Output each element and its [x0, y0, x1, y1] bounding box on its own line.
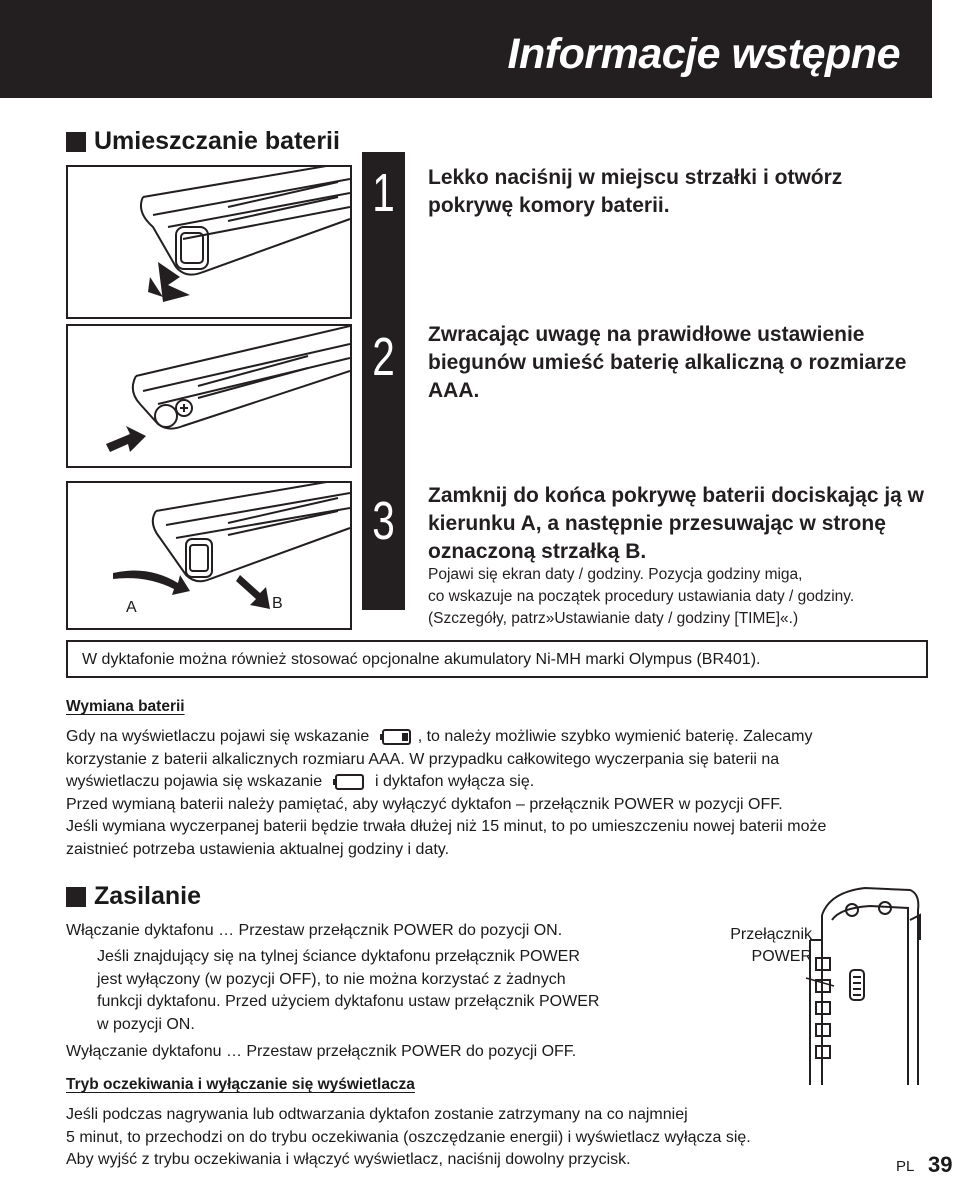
standby-line: 5 minut, to przechodzi on do trybu oczekiwania (oszczędzanie energii) i wyświetlacz wyłącza się.: [66, 1128, 751, 1146]
replace-section-body: [66, 726, 936, 861]
figure-label-a: A: [126, 599, 137, 616]
step-3-note-line: (Szczegóły, patrz»Ustawianie daty / godziny [TIME]«.): [428, 610, 799, 627]
replace-line-2: korzystanie z baterii alkalicznych rozmiaru AAA. W przypadku całkowitego wyczerpania się baterii na: [66, 750, 780, 768]
power-off-line: Wyłączanie dyktafonu … Przestaw przełącznik POWER do pozycji OFF.: [66, 1043, 577, 1060]
figure-step-3: [66, 481, 352, 630]
page-number: 39: [928, 1152, 953, 1177]
step-number-3: 3: [372, 491, 395, 551]
step-1-text: Lekko naciśnij w miejscu strzałki i otwórz pokrywę komory baterii.: [428, 166, 843, 217]
replace-line-5: Jeśli wymiana wyczerpanej baterii będzie trwała dłużej niż 15 minut, to po umieszczeniu nowej baterii może: [66, 818, 827, 835]
figure-label-b: B: [272, 595, 283, 612]
power-on-line: Włączanie dyktafonu … Przestaw przełącznik POWER do pozycji ON.: [66, 922, 563, 939]
replace-line-3-post: i dyktafon wyłącza się.: [375, 773, 535, 790]
replace-line-1-pre: Gdy na wyświetlaczu pojawi się wskazanie: [66, 728, 370, 745]
power-note-line: Jeśli znajdujący się na tylnej ściance dyktafonu przełącznik POWER: [97, 948, 580, 965]
step-3-text: Zamknij do końca pokrywę baterii dociskając ją w kierunku A, a następnie przesuwając w stronę oznaczoną strzałką B.: [428, 484, 925, 563]
step-3-note-line: Pojawi się ekran daty / godziny. Pozycja godziny miga,: [428, 566, 803, 583]
replace-line-1: [66, 726, 936, 749]
section-square-icon: [66, 132, 86, 152]
recorder-back-illustration: [770, 880, 930, 1085]
replace-line-3-pre: wyświetlaczu pojawia się wskazanie: [66, 773, 323, 790]
battery-section-title: [66, 127, 340, 156]
battery-section-title-text: Umieszczanie baterii: [94, 127, 340, 155]
info-box: W dyktafonie można również stosować opcjonalne akumulatory Ni-MH marki Olympus (BR401).: [66, 640, 928, 678]
step-number-bar: [362, 152, 405, 610]
step-2-text: Zwracając uwagę na prawidłowe ustawienie biegunów umieść baterię alkaliczną o rozmiarze AAA.: [428, 323, 907, 402]
replace-line-4: Przed wymianą baterii należy pamiętać, aby wyłączyć dyktafon – przełącznik POWER w pozycji OFF.: [66, 795, 783, 813]
power-section-title: [66, 882, 201, 911]
power-note: [97, 946, 697, 1036]
standby-line: Jeśli podczas nagrywania lub odtwarzania dyktafon zostanie zatrzymany na co najmniej: [66, 1106, 688, 1123]
step-number-2: 2: [372, 327, 395, 387]
power-switch-label-line-1: Przełącznik: [730, 926, 812, 943]
step-number-1: 1: [372, 163, 395, 223]
close-cover-illustration: [68, 483, 350, 628]
step-3-note: [428, 564, 928, 630]
replace-line-1-post: , to należy możliwie szybko wymienić baterię. Zalecamy: [417, 728, 813, 745]
standby-line: Aby wyjść z trybu oczekiwania i włączyć wyświetlacz, naciśnij dowolny przycisk.: [66, 1151, 631, 1168]
replace-line-3: [66, 771, 936, 794]
battery-low-icon: [380, 729, 412, 745]
power-note-line: w pozycji ON.: [97, 1015, 195, 1033]
replace-line-6: zaistnieć potrzeba ustawienia aktualnej godziny i daty.: [66, 840, 450, 858]
battery-empty-icon: [333, 774, 365, 790]
power-section-title-text: Zasilanie: [94, 882, 201, 910]
section-square-icon: [66, 887, 86, 907]
recorder-open-cover-illustration: [68, 167, 350, 317]
page-language: PL: [896, 1158, 915, 1175]
step-3-note-line: co wskazuje na początek procedury ustawiania daty / godziny.: [428, 588, 855, 605]
battery-insert-illustration: [68, 326, 350, 466]
figure-step-2: [66, 324, 352, 468]
power-note-line: jest wyłączony (w pozycji OFF), to nie można korzystać z żadnych: [97, 970, 566, 988]
standby-section-title: Tryb oczekiwania i wyłączanie się wyświetlacza: [66, 1076, 415, 1093]
power-switch-label-line-2: POWER: [751, 948, 812, 965]
figure-step-1: [66, 165, 352, 319]
page-title: Informacje wstępne: [507, 30, 900, 78]
standby-section-body: [66, 1104, 886, 1172]
replace-section-title: Wymiana baterii: [66, 698, 185, 715]
power-note-line: funkcji dyktafonu. Przed użyciem dyktafonu ustaw przełącznik POWER: [97, 993, 600, 1010]
